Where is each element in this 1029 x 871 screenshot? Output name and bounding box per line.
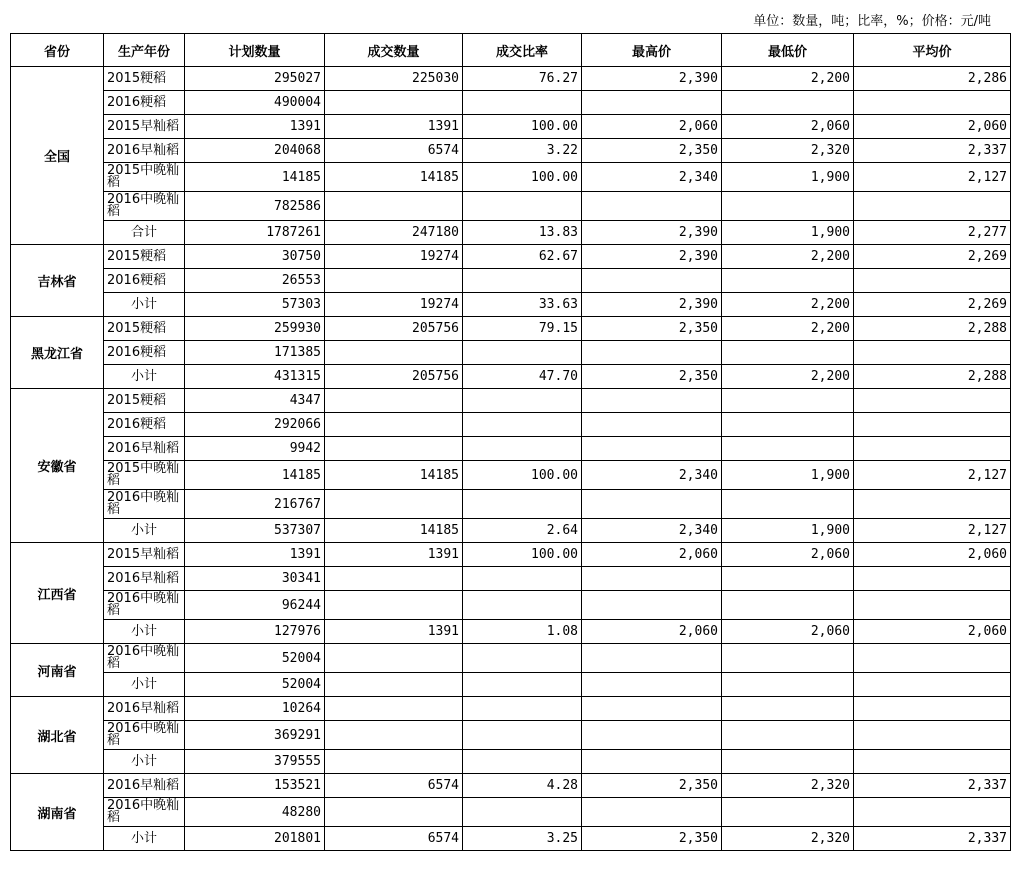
deal-rate-cell [463, 750, 582, 774]
planned-quantity-cell: 26553 [185, 269, 325, 293]
subtotal-row [11, 221, 1011, 245]
max-price-cell [582, 673, 722, 697]
deal-rate-cell: 79.15 [463, 317, 582, 341]
deal-quantity-cell [325, 389, 463, 413]
deal-rate-cell [463, 413, 582, 437]
avg-price-cell: 2,269 [854, 293, 1011, 317]
header-row [11, 34, 1011, 67]
deal-rate-cell [463, 644, 582, 673]
min-price-cell [722, 750, 854, 774]
min-price-cell: 2,060 [722, 620, 854, 644]
min-price-cell [722, 697, 854, 721]
deal-rate-cell: 100.00 [463, 115, 582, 139]
avg-price-cell [854, 269, 1011, 293]
deal-quantity-cell [325, 91, 463, 115]
production-year-cell: 2016粳稻 [104, 91, 185, 115]
planned-quantity-cell: 1787261 [185, 221, 325, 245]
planned-quantity-cell: 153521 [185, 774, 325, 798]
header-max-price: 最高价 [582, 34, 722, 67]
planned-quantity-cell: 216767 [185, 490, 325, 519]
max-price-cell: 2,390 [582, 245, 722, 269]
deal-rate-cell [463, 798, 582, 827]
deal-quantity-cell [325, 192, 463, 221]
production-year-cell: 2015早籼稻 [104, 543, 185, 567]
subtotal-label: 小计 [104, 293, 185, 317]
province-cell: 湖北省 [11, 697, 104, 774]
deal-quantity-cell: 6574 [325, 774, 463, 798]
header-min-price: 最低价 [722, 34, 854, 67]
subtotal-row [11, 620, 1011, 644]
planned-quantity-cell: 295027 [185, 67, 325, 91]
deal-quantity-cell [325, 269, 463, 293]
planned-quantity-cell: 1391 [185, 543, 325, 567]
avg-price-cell [854, 591, 1011, 620]
min-price-cell [722, 644, 854, 673]
max-price-cell [582, 798, 722, 827]
production-year-cell: 2016中晚籼稻 [104, 192, 185, 221]
max-price-cell: 2,350 [582, 774, 722, 798]
max-price-cell [582, 490, 722, 519]
province-cell: 安徽省 [11, 389, 104, 543]
table-row [11, 721, 1011, 750]
min-price-cell [722, 269, 854, 293]
province-cell: 全国 [11, 67, 104, 245]
province-cell: 湖南省 [11, 774, 104, 851]
production-year-cell: 2016中晚籼稻 [104, 721, 185, 750]
planned-quantity-cell: 14185 [185, 163, 325, 192]
min-price-cell [722, 490, 854, 519]
deal-rate-cell: 13.83 [463, 221, 582, 245]
max-price-cell: 2,350 [582, 827, 722, 851]
deal-quantity-cell [325, 413, 463, 437]
planned-quantity-cell: 379555 [185, 750, 325, 774]
deal-rate-cell [463, 192, 582, 221]
table-row [11, 798, 1011, 827]
deal-quantity-cell: 19274 [325, 245, 463, 269]
avg-price-cell: 2,060 [854, 115, 1011, 139]
deal-rate-cell [463, 490, 582, 519]
deal-rate-cell [463, 341, 582, 365]
avg-price-cell: 2,277 [854, 221, 1011, 245]
subtotal-row [11, 293, 1011, 317]
subtotal-label: 小计 [104, 673, 185, 697]
deal-quantity-cell [325, 721, 463, 750]
max-price-cell [582, 437, 722, 461]
production-year-cell: 2015中晚籼稻 [104, 163, 185, 192]
avg-price-cell [854, 697, 1011, 721]
max-price-cell: 2,390 [582, 293, 722, 317]
max-price-cell: 2,060 [582, 543, 722, 567]
min-price-cell [722, 567, 854, 591]
production-year-cell: 2016早籼稻 [104, 774, 185, 798]
table-row [11, 461, 1011, 490]
deal-quantity-cell [325, 490, 463, 519]
subtotal-label: 小计 [104, 750, 185, 774]
max-price-cell: 2,340 [582, 519, 722, 543]
deal-quantity-cell: 6574 [325, 139, 463, 163]
deal-rate-cell [463, 389, 582, 413]
subtotal-row [11, 827, 1011, 851]
avg-price-cell [854, 798, 1011, 827]
deal-quantity-cell [325, 567, 463, 591]
deal-rate-cell: 33.63 [463, 293, 582, 317]
planned-quantity-cell: 292066 [185, 413, 325, 437]
production-year-cell: 2015早籼稻 [104, 115, 185, 139]
table-row [11, 67, 1011, 91]
planned-quantity-cell: 171385 [185, 341, 325, 365]
max-price-cell [582, 567, 722, 591]
table-row [11, 591, 1011, 620]
min-price-cell: 1,900 [722, 461, 854, 490]
deal-quantity-cell [325, 644, 463, 673]
avg-price-cell: 2,337 [854, 139, 1011, 163]
deal-rate-cell [463, 721, 582, 750]
max-price-cell [582, 269, 722, 293]
min-price-cell: 2,060 [722, 543, 854, 567]
production-year-cell: 2015粳稻 [104, 317, 185, 341]
planned-quantity-cell: 1391 [185, 115, 325, 139]
planned-quantity-cell: 201801 [185, 827, 325, 851]
deal-quantity-cell [325, 673, 463, 697]
avg-price-cell: 2,286 [854, 67, 1011, 91]
table-row [11, 389, 1011, 413]
max-price-cell: 2,340 [582, 461, 722, 490]
table-row [11, 543, 1011, 567]
planned-quantity-cell: 57303 [185, 293, 325, 317]
table-row [11, 774, 1011, 798]
planned-quantity-cell: 537307 [185, 519, 325, 543]
min-price-cell: 1,900 [722, 519, 854, 543]
max-price-cell: 2,060 [582, 620, 722, 644]
table-row [11, 269, 1011, 293]
table-row [11, 192, 1011, 221]
production-year-cell: 2015粳稻 [104, 389, 185, 413]
deal-quantity-cell: 1391 [325, 115, 463, 139]
max-price-cell [582, 389, 722, 413]
avg-price-cell [854, 341, 1011, 365]
deal-quantity-cell [325, 437, 463, 461]
planned-quantity-cell: 48280 [185, 798, 325, 827]
min-price-cell [722, 413, 854, 437]
deal-quantity-cell: 6574 [325, 827, 463, 851]
deal-rate-cell: 2.64 [463, 519, 582, 543]
avg-price-cell [854, 413, 1011, 437]
max-price-cell [582, 341, 722, 365]
deal-rate-cell: 100.00 [463, 163, 582, 192]
min-price-cell [722, 91, 854, 115]
max-price-cell [582, 750, 722, 774]
table-row [11, 437, 1011, 461]
header-planned-quantity: 计划数量 [185, 34, 325, 67]
province-cell: 吉林省 [11, 245, 104, 317]
table-row [11, 490, 1011, 519]
max-price-cell [582, 413, 722, 437]
deal-rate-cell [463, 567, 582, 591]
avg-price-cell: 2,127 [854, 519, 1011, 543]
planned-quantity-cell: 30750 [185, 245, 325, 269]
table-row [11, 567, 1011, 591]
min-price-cell: 1,900 [722, 163, 854, 192]
table-row [11, 91, 1011, 115]
max-price-cell [582, 91, 722, 115]
avg-price-cell: 2,127 [854, 461, 1011, 490]
min-price-cell: 2,200 [722, 293, 854, 317]
production-year-cell: 2015中晚籼稻 [104, 461, 185, 490]
max-price-cell: 2,340 [582, 163, 722, 192]
avg-price-cell [854, 91, 1011, 115]
deal-rate-cell [463, 91, 582, 115]
production-year-cell: 2016中晚籼稻 [104, 798, 185, 827]
min-price-cell: 2,060 [722, 115, 854, 139]
avg-price-cell [854, 192, 1011, 221]
table-row [11, 245, 1011, 269]
avg-price-cell: 2,288 [854, 317, 1011, 341]
planned-quantity-cell: 30341 [185, 567, 325, 591]
deal-rate-cell: 1.08 [463, 620, 582, 644]
min-price-cell [722, 389, 854, 413]
min-price-cell [722, 798, 854, 827]
deal-quantity-cell [325, 750, 463, 774]
subtotal-label: 小计 [104, 365, 185, 389]
max-price-cell [582, 721, 722, 750]
min-price-cell [722, 673, 854, 697]
max-price-cell: 2,350 [582, 365, 722, 389]
production-year-cell: 2016早籼稻 [104, 697, 185, 721]
deal-rate-cell [463, 437, 582, 461]
subtotal-row [11, 365, 1011, 389]
subtotal-label: 合计 [104, 221, 185, 245]
header-year: 生产年份 [104, 34, 185, 67]
deal-rate-cell [463, 591, 582, 620]
deal-quantity-cell: 14185 [325, 519, 463, 543]
unit-note: 单位：数量，吨；比率，%；价格：元/吨 [753, 14, 991, 29]
header-province: 省份 [11, 34, 104, 67]
planned-quantity-cell: 9942 [185, 437, 325, 461]
deal-rate-cell: 100.00 [463, 543, 582, 567]
table-row [11, 163, 1011, 192]
avg-price-cell [854, 389, 1011, 413]
header-avg-price: 平均价 [854, 34, 1011, 67]
deal-quantity-cell: 1391 [325, 620, 463, 644]
max-price-cell [582, 192, 722, 221]
min-price-cell [722, 721, 854, 750]
planned-quantity-cell: 490004 [185, 91, 325, 115]
production-year-cell: 2016中晚籼稻 [104, 591, 185, 620]
deal-rate-cell: 47.70 [463, 365, 582, 389]
max-price-cell [582, 697, 722, 721]
min-price-cell: 1,900 [722, 221, 854, 245]
max-price-cell: 2,390 [582, 221, 722, 245]
min-price-cell [722, 341, 854, 365]
deal-quantity-cell: 1391 [325, 543, 463, 567]
avg-price-cell [854, 567, 1011, 591]
avg-price-cell: 2,337 [854, 827, 1011, 851]
production-year-cell: 2016早籼稻 [104, 437, 185, 461]
planned-quantity-cell: 96244 [185, 591, 325, 620]
avg-price-cell [854, 490, 1011, 519]
deal-rate-cell: 62.67 [463, 245, 582, 269]
avg-price-cell: 2,288 [854, 365, 1011, 389]
avg-price-cell [854, 437, 1011, 461]
min-price-cell: 2,200 [722, 365, 854, 389]
planned-quantity-cell: 204068 [185, 139, 325, 163]
min-price-cell: 2,200 [722, 317, 854, 341]
min-price-cell: 2,200 [722, 67, 854, 91]
avg-price-cell: 2,337 [854, 774, 1011, 798]
planned-quantity-cell: 10264 [185, 697, 325, 721]
subtotal-row [11, 673, 1011, 697]
max-price-cell: 2,350 [582, 139, 722, 163]
deal-quantity-cell: 19274 [325, 293, 463, 317]
planned-quantity-cell: 127976 [185, 620, 325, 644]
min-price-cell: 2,200 [722, 245, 854, 269]
planned-quantity-cell: 4347 [185, 389, 325, 413]
max-price-cell: 2,060 [582, 115, 722, 139]
table-row [11, 341, 1011, 365]
planned-quantity-cell: 782586 [185, 192, 325, 221]
province-cell: 河南省 [11, 644, 104, 697]
auction-results-table [10, 33, 1011, 851]
subtotal-row [11, 750, 1011, 774]
table-row [11, 697, 1011, 721]
production-year-cell: 2016粳稻 [104, 341, 185, 365]
deal-quantity-cell: 14185 [325, 163, 463, 192]
deal-rate-cell [463, 673, 582, 697]
production-year-cell: 2016中晚籼稻 [104, 490, 185, 519]
production-year-cell: 2015粳稻 [104, 245, 185, 269]
planned-quantity-cell: 14185 [185, 461, 325, 490]
avg-price-cell: 2,060 [854, 543, 1011, 567]
deal-rate-cell: 100.00 [463, 461, 582, 490]
planned-quantity-cell: 52004 [185, 644, 325, 673]
production-year-cell: 2016早籼稻 [104, 139, 185, 163]
deal-quantity-cell [325, 697, 463, 721]
table-row [11, 317, 1011, 341]
production-year-cell: 2015粳稻 [104, 67, 185, 91]
table-body [11, 67, 1011, 851]
avg-price-cell [854, 644, 1011, 673]
planned-quantity-cell: 259930 [185, 317, 325, 341]
deal-quantity-cell: 247180 [325, 221, 463, 245]
production-year-cell: 2016粳稻 [104, 413, 185, 437]
production-year-cell: 2016早籼稻 [104, 567, 185, 591]
deal-rate-cell [463, 697, 582, 721]
planned-quantity-cell: 369291 [185, 721, 325, 750]
deal-quantity-cell [325, 798, 463, 827]
deal-rate-cell: 4.28 [463, 774, 582, 798]
province-cell: 江西省 [11, 543, 104, 644]
deal-rate-cell: 76.27 [463, 67, 582, 91]
production-year-cell: 2016中晚籼稻 [104, 644, 185, 673]
max-price-cell: 2,390 [582, 67, 722, 91]
avg-price-cell: 2,127 [854, 163, 1011, 192]
planned-quantity-cell: 52004 [185, 673, 325, 697]
min-price-cell: 2,320 [722, 827, 854, 851]
min-price-cell [722, 591, 854, 620]
table-row [11, 115, 1011, 139]
deal-rate-cell: 3.25 [463, 827, 582, 851]
deal-quantity-cell: 205756 [325, 365, 463, 389]
deal-rate-cell [463, 269, 582, 293]
header-deal-quantity: 成交数量 [325, 34, 463, 67]
min-price-cell: 2,320 [722, 774, 854, 798]
production-year-cell: 2016粳稻 [104, 269, 185, 293]
subtotal-row [11, 519, 1011, 543]
max-price-cell [582, 591, 722, 620]
deal-quantity-cell: 205756 [325, 317, 463, 341]
table-row [11, 644, 1011, 673]
max-price-cell [582, 644, 722, 673]
deal-quantity-cell [325, 341, 463, 365]
deal-rate-cell: 3.22 [463, 139, 582, 163]
avg-price-cell [854, 721, 1011, 750]
subtotal-label: 小计 [104, 620, 185, 644]
min-price-cell: 2,320 [722, 139, 854, 163]
max-price-cell: 2,350 [582, 317, 722, 341]
min-price-cell [722, 192, 854, 221]
subtotal-label: 小计 [104, 519, 185, 543]
min-price-cell [722, 437, 854, 461]
avg-price-cell [854, 673, 1011, 697]
avg-price-cell [854, 750, 1011, 774]
subtotal-label: 小计 [104, 827, 185, 851]
avg-price-cell: 2,060 [854, 620, 1011, 644]
province-cell: 黑龙江省 [11, 317, 104, 389]
table-row [11, 139, 1011, 163]
deal-quantity-cell: 14185 [325, 461, 463, 490]
header-deal-rate: 成交比率 [463, 34, 582, 67]
planned-quantity-cell: 431315 [185, 365, 325, 389]
avg-price-cell: 2,269 [854, 245, 1011, 269]
deal-quantity-cell [325, 591, 463, 620]
deal-quantity-cell: 225030 [325, 67, 463, 91]
table-row [11, 413, 1011, 437]
